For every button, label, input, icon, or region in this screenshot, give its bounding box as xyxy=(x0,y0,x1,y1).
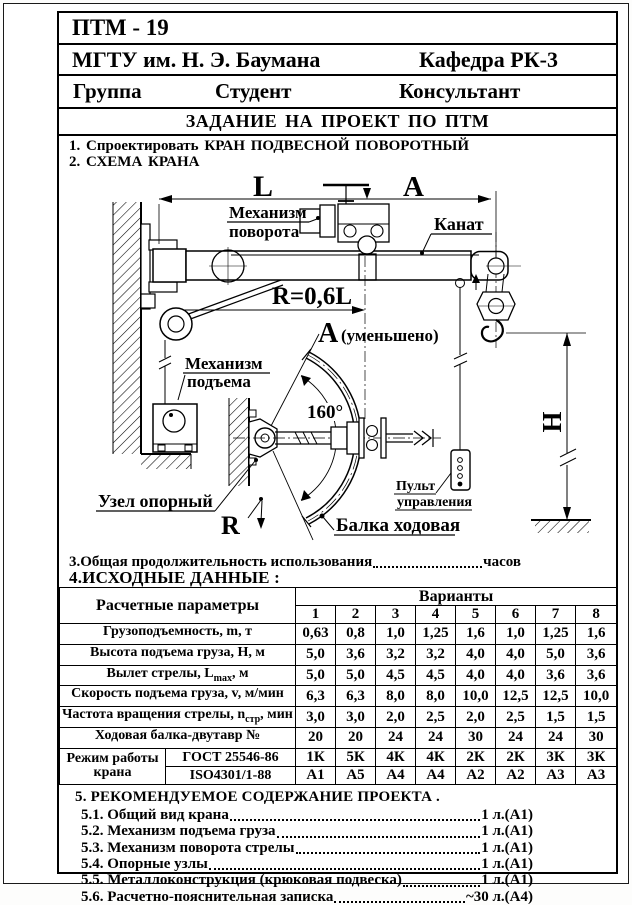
view-a-label xyxy=(318,318,439,349)
table-cell: 2,5 xyxy=(416,707,456,728)
crane-scheme-drawing xyxy=(59,170,616,554)
dot-leader xyxy=(296,852,481,854)
svg-text:поворота: поворота xyxy=(229,222,300,241)
table-cell: 24 xyxy=(496,727,536,748)
title-block-row-university xyxy=(59,45,616,76)
svg-text:А: А xyxy=(318,318,339,349)
table-row-lift-height: Высота подъема груза, Н, м 5,0 3,6 3,2 3,2 4,0 4,0 5,0 3,6 xyxy=(60,644,617,665)
ground xyxy=(531,520,591,533)
document-title: ЗАДАНИЕ НА ПРОЕКТ ПО ПТМ xyxy=(185,111,490,131)
table-cell: 20 xyxy=(336,727,376,748)
angle-label: 160° xyxy=(307,402,344,423)
initial-data-table xyxy=(59,587,617,785)
contents-item: 5.1. Общий вид крана 1 л.(А1) xyxy=(81,807,533,824)
tie-rod xyxy=(183,280,283,321)
title-block-row-people xyxy=(59,76,616,109)
table-cell: 0,8 xyxy=(336,624,376,645)
table-cell: 2К xyxy=(456,748,496,766)
table-cell: 4,0 xyxy=(456,644,496,665)
dim-A-label: A xyxy=(403,171,424,203)
table-cell: 24 xyxy=(376,727,416,748)
table-cell: 1,25 xyxy=(536,624,576,645)
table-row-lift-speed: Скорость подъема груза, v, м/мин 6,3 6,3 8,0 8,0 10,0 12,5 12,5 10,0 xyxy=(60,686,617,707)
table-cell: 6,3 xyxy=(296,686,336,707)
mech-hoist-label xyxy=(178,354,270,400)
mech-rotation-label xyxy=(227,203,320,241)
kingpin-joint xyxy=(358,236,376,254)
university-name: МГТУ им. Н. Э. Баумана xyxy=(72,46,321,72)
table-cell: 4К xyxy=(376,748,416,766)
pendant-label-2: управления xyxy=(397,495,473,510)
contents-item: 5.2. Механизм подъема груза 1 л.(А1) xyxy=(81,823,533,840)
rope-label xyxy=(420,214,492,255)
table-cell: 6,3 xyxy=(336,686,376,707)
gost-standard-cell: ГОСТ 25546-86 xyxy=(166,748,296,766)
hook-block xyxy=(472,232,521,348)
department-name: Кафедра РК-3 xyxy=(419,46,558,72)
table-cell: 7 xyxy=(536,606,576,624)
table-cell: 4,0 xyxy=(496,644,536,665)
recommended-contents xyxy=(59,785,616,905)
initial-data-heading: 4.ИСХОДНЫЕ ДАННЫЕ : xyxy=(69,568,280,587)
hook xyxy=(482,320,503,341)
table-cell: 1,5 xyxy=(536,707,576,728)
svg-text:Узел опорный: Узел опорный xyxy=(98,491,213,511)
table-cell: 2,5 xyxy=(496,707,536,728)
svg-text:подъема: подъема xyxy=(187,372,251,391)
table-cell: 1,0 xyxy=(496,624,536,645)
contents-item: 5.6. Расчетно-пояснительная записка ~30 л.(А4) xyxy=(81,888,533,905)
dot-leader xyxy=(334,901,465,903)
table-cell: 3,0 xyxy=(296,707,336,728)
pendant-label-1: Пульт xyxy=(396,479,436,494)
table-cell: 8,0 xyxy=(376,686,416,707)
table-cell: 3,6 xyxy=(576,644,617,665)
iso-standard-cell: ISO4301/1-88 xyxy=(166,766,296,784)
table-cell: 3,0 xyxy=(336,707,376,728)
table-row-beam-number: Ходовая балка-двутавр № 20 20 24 24 30 24 24 30 xyxy=(60,727,617,748)
table-cell: 1,0 xyxy=(376,624,416,645)
table-cell: А4 xyxy=(376,766,416,784)
table-cell: 3К xyxy=(536,748,576,766)
lower-pivot-pulley xyxy=(141,294,192,340)
table-cell: 3,6 xyxy=(536,665,576,686)
table-cell: А2 xyxy=(456,766,496,784)
group-label: Группа xyxy=(73,79,142,103)
assignment-line-2: 2. СХЕМА КРАНА xyxy=(69,154,200,170)
document-frame xyxy=(57,11,618,905)
table-cell: 12,5 xyxy=(496,686,536,707)
doc-code: ПТМ - 19 xyxy=(72,15,169,40)
usage-label: 3.Общая продолжительность использования xyxy=(69,554,373,570)
dot-leader xyxy=(230,819,480,821)
table-cell: А1 xyxy=(296,766,336,784)
table-cell: 1,6 xyxy=(576,624,617,645)
table-cell: 30 xyxy=(456,727,496,748)
table-cell: 20 xyxy=(296,727,336,748)
document-title-row xyxy=(59,109,616,136)
hoist-unit xyxy=(153,404,197,452)
table-row-rotation-freq: Частота вращения стрелы, $n_{стр}$, мин 3,0 3,0 2,0 2,5 2,0 2,5 1,5 1,5 xyxy=(60,707,617,728)
table-cell: 3,2 xyxy=(416,644,456,665)
mode-label-cell: Режим работы крана xyxy=(60,748,166,784)
dim-L-label: L xyxy=(252,170,274,203)
table-cell: 5,0 xyxy=(536,644,576,665)
height-dimension xyxy=(506,333,591,533)
dot-leader xyxy=(403,885,480,887)
table-cell: 3,6 xyxy=(576,665,617,686)
table-row-capacity: Грузоподъемность, m, т 0,63 0,8 1,0 1,25 1,6 1,0 1,25 1,6 xyxy=(60,624,617,645)
table-cell: 30 xyxy=(576,727,617,748)
table-cell: 8 xyxy=(576,606,617,624)
table-cell: 24 xyxy=(536,727,576,748)
usage-units: часов xyxy=(483,554,521,570)
table-cell: 4,0 xyxy=(496,665,536,686)
dot-leader xyxy=(209,868,480,870)
table-cell: 1,6 xyxy=(456,624,496,645)
table-cell: 5,0 xyxy=(336,665,376,686)
title-block-row-code xyxy=(59,13,616,45)
table-cell: 12,5 xyxy=(536,686,576,707)
table-cell: 2К xyxy=(496,748,536,766)
table-cell: 6 xyxy=(496,606,536,624)
dot-leader xyxy=(373,566,482,568)
table-cell: 4,0 xyxy=(456,665,496,686)
travel-beam-label xyxy=(320,514,461,537)
contents-item: 5.5. Металлоконструкция (крюковая подвеска) 1 л.(А1) xyxy=(81,872,533,889)
student-label: Студент xyxy=(215,79,292,103)
table-row-outreach: Вылет стрелы, $L_{max}$, м 5,0 5,0 4,5 4,5 4,0 4,0 3,6 3,6 xyxy=(60,665,617,686)
svg-text:(уменьшено): (уменьшено) xyxy=(341,326,439,345)
contents-item: 5.3. Механизм поворота стрелы 1 л.(А1) xyxy=(81,839,533,856)
table-cell: 5,0 xyxy=(296,644,336,665)
svg-text:Канат: Канат xyxy=(434,214,484,234)
table-cell: 4,5 xyxy=(376,665,416,686)
table-row-mode-gost xyxy=(60,748,617,766)
table-cell: А2 xyxy=(496,766,536,784)
svg-text:Механизм: Механизм xyxy=(229,203,307,222)
table-cell: 1К xyxy=(296,748,336,766)
jib-beam xyxy=(186,251,508,280)
table-variants-header: Варианты xyxy=(296,588,617,606)
table-cell: 1,25 xyxy=(416,624,456,645)
table-cell: А5 xyxy=(336,766,376,784)
radius-formula-label: R=0,6L xyxy=(271,283,353,310)
table-cell: А3 xyxy=(576,766,617,784)
table-cell: 5,0 xyxy=(296,665,336,686)
table-cell: 4К xyxy=(416,748,456,766)
table-header-row xyxy=(60,588,617,606)
table-cell: 3К xyxy=(576,748,617,766)
table-param-header: Расчетные параметры xyxy=(60,588,296,624)
assignment-lines xyxy=(59,136,616,170)
table-cell: 5К xyxy=(336,748,376,766)
assignment-line-1: 1. Спроектировать КРАН ПОДВЕСНОЙ ПОВОРОТНЫЙ xyxy=(69,138,470,154)
table-cell: 8,0 xyxy=(416,686,456,707)
table-cell: 24 xyxy=(416,727,456,748)
pendant-control xyxy=(394,279,472,511)
radius-arrow xyxy=(221,497,265,540)
table-cell: 5 xyxy=(456,606,496,624)
consultant-label: Консультант xyxy=(399,79,521,103)
table-cell: 4,5 xyxy=(416,665,456,686)
table-cell: 2,0 xyxy=(376,707,416,728)
table-cell: 3,2 xyxy=(376,644,416,665)
table-cell: 1,5 xyxy=(576,707,617,728)
table-cell: А3 xyxy=(536,766,576,784)
table-cell: 10,0 xyxy=(576,686,617,707)
svg-text:Механизм: Механизм xyxy=(185,354,263,373)
contents-heading: 5. РЕКОМЕНДУЕМОЕ СОДЕРЖАНИЕ ПРОЕКТА . xyxy=(75,788,441,805)
contents-item: 5.4. Опорные узлы 1 л.(А1) xyxy=(81,855,533,872)
table-cell: 3 xyxy=(376,606,416,624)
table-cell: 1 xyxy=(296,606,336,624)
hoist-rope-down xyxy=(159,340,171,404)
table-cell: А4 xyxy=(416,766,456,784)
radius-letter-label: R xyxy=(221,511,240,540)
table-cell: 2 xyxy=(336,606,376,624)
table-cell: 0,63 xyxy=(296,624,336,645)
table-cell: 3,6 xyxy=(336,644,376,665)
table-cell: 4 xyxy=(416,606,456,624)
dim-H-label: H xyxy=(537,411,567,433)
table-cell: 10,0 xyxy=(456,686,496,707)
dot-leader xyxy=(277,836,481,838)
table-cell: 2,0 xyxy=(456,707,496,728)
svg-text:Балка ходовая: Балка ходовая xyxy=(336,515,461,536)
